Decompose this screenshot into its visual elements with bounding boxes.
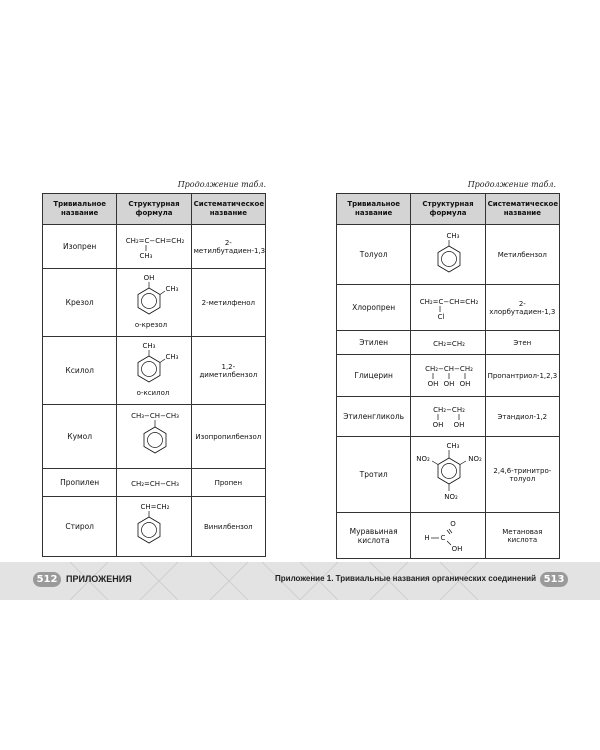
- systematic-name: Этандиол-1,2: [485, 397, 559, 437]
- trivial-name: Толуол: [337, 225, 411, 285]
- table-row: [337, 331, 560, 355]
- trivial-name: Пропилен: [43, 469, 117, 497]
- table-row: [43, 269, 266, 337]
- formula-text: CH=CH₂: [140, 502, 170, 511]
- formic-acid-formula: [413, 518, 485, 554]
- formula-text: C: [440, 533, 446, 542]
- header-systematic: Систематическое название: [191, 194, 265, 225]
- formula-text: NO₂: [444, 492, 459, 501]
- structural-formula-xylene: [117, 337, 191, 405]
- formula-text: CH₃: [139, 251, 153, 260]
- formula-text: H: [424, 533, 430, 542]
- formula-text: CH₂=CH−CH₃: [131, 479, 180, 488]
- structural-formula-glycerol: [411, 355, 485, 397]
- formula-text: CH₃: [165, 284, 179, 293]
- table-continuation-note: Продолжение табл.: [177, 180, 266, 189]
- cresol-formula: [119, 272, 191, 334]
- trivial-name: Хлоропрен: [337, 285, 411, 331]
- formula-text: CH₃: [165, 352, 179, 361]
- running-head: ПРИЛОЖЕНИЯ: [66, 574, 132, 584]
- structural-formula-isoprene: [117, 225, 191, 269]
- table-row: [43, 337, 266, 405]
- formula-text: CH₂−CH−CH₂: [425, 364, 474, 373]
- systematic-name: Этен: [485, 331, 559, 355]
- trivial-name: Этиленгликоль: [337, 397, 411, 437]
- header-formula: Структурная формула: [117, 194, 191, 225]
- glycol-formula: [413, 403, 485, 431]
- structural-formula-formic-acid: [411, 513, 485, 559]
- xylene-formula: [119, 340, 191, 402]
- systematic-name: 1,2-диметилбензол: [191, 337, 265, 405]
- systematic-name: Метановая кислота: [485, 513, 559, 559]
- formula-caption: о-крезол: [135, 320, 168, 329]
- table-header-row: [337, 194, 560, 225]
- formula-text: OH: [453, 420, 465, 429]
- trivial-name: Муравьиная кислота: [337, 513, 411, 559]
- glycerol-formula: [413, 362, 485, 390]
- formula-text: NO₂: [468, 454, 483, 463]
- structural-formula-styrene: [117, 497, 191, 557]
- isoprene-formula: [119, 233, 191, 261]
- systematic-name: 2-метилфенол: [191, 269, 265, 337]
- table-row: [43, 225, 266, 269]
- header-trivial: Тривиальное название: [43, 194, 117, 225]
- structural-formula-glycol: [411, 397, 485, 437]
- table-row: [337, 437, 560, 513]
- systematic-name: Винилбензол: [191, 497, 265, 557]
- page-number: 512: [33, 572, 61, 587]
- formula-text: Cl: [437, 312, 445, 321]
- tnt-formula: [413, 440, 485, 510]
- trivial-name: Глицерин: [337, 355, 411, 397]
- structural-formula-cumene: [117, 405, 191, 469]
- trivial-name: Ксилол: [43, 337, 117, 405]
- trivial-name: Изопрен: [43, 225, 117, 269]
- header-trivial: Тривиальное название: [337, 194, 411, 225]
- formula-text: NO₂: [416, 454, 431, 463]
- systematic-name: Изопропилбензол: [191, 405, 265, 469]
- trivial-name: Этилен: [337, 331, 411, 355]
- table-row: [43, 497, 266, 557]
- structural-formula-tnt: [411, 437, 485, 513]
- trivial-name: Крезол: [43, 269, 117, 337]
- systematic-name: 2-метилбутадиен-1,3: [191, 225, 265, 269]
- formula-text: CH₂=CH₂: [433, 339, 466, 348]
- formula-text: CH₂=C−CH=CH₂: [126, 236, 185, 245]
- formula-text: CH₂−CH₂: [433, 405, 466, 414]
- formula-text: O: [450, 519, 457, 528]
- table-row: [337, 225, 560, 285]
- table-row: [337, 285, 560, 331]
- systematic-name: Пропен: [191, 469, 265, 497]
- systematic-name: Пропантриол-1,2,3: [485, 355, 559, 397]
- right-page: [275, 0, 600, 750]
- formula-text: CH₃: [446, 441, 460, 450]
- page-number: 513: [540, 572, 568, 587]
- formula-text: OH: [432, 420, 444, 429]
- trivial-name: Стирол: [43, 497, 117, 557]
- table-row: [337, 397, 560, 437]
- table-row: [43, 405, 266, 469]
- table-header-row: [43, 194, 266, 225]
- formula-text: CH₂=C−CH=CH₂: [420, 297, 479, 306]
- header-systematic: Систематическое название: [485, 194, 559, 225]
- cumene-formula: [119, 409, 191, 465]
- trivial-name: Тротил: [337, 437, 411, 513]
- trivial-name: Кумол: [43, 405, 117, 469]
- header-formula: Структурная формула: [411, 194, 485, 225]
- systematic-name: Метилбензол: [485, 225, 559, 285]
- chloroprene-formula: [413, 294, 485, 322]
- formula-text: OH: [451, 544, 463, 553]
- formula-text: CH₃: [446, 231, 460, 240]
- formula-text: OH: [443, 379, 455, 388]
- systematic-name: 2,4,6-тринитро-толуол: [485, 437, 559, 513]
- compounds-table-right: [336, 193, 560, 559]
- running-head: Приложение 1. Тривиальные названия органических соединений: [275, 574, 536, 583]
- ethylene-formula: [413, 337, 485, 349]
- structural-formula-propylene: [117, 469, 191, 497]
- formula-text: OH: [459, 379, 471, 388]
- table-continuation-note: Продолжение табл.: [467, 180, 556, 189]
- structural-formula-ethylene: [411, 331, 485, 355]
- compounds-table-left: [42, 193, 266, 557]
- toluene-formula: [413, 230, 485, 280]
- formula-caption: о-ксилол: [136, 388, 170, 397]
- structural-formula-toluene: [411, 225, 485, 285]
- structural-formula-chloroprene: [411, 285, 485, 331]
- structural-formula-cresol: [117, 269, 191, 337]
- table-row: [337, 513, 560, 559]
- formula-text: OH: [427, 379, 439, 388]
- systematic-name: 2-хлорбутадиен-1,3: [485, 285, 559, 331]
- table-row: [43, 469, 266, 497]
- table-row: [337, 355, 560, 397]
- formula-text: CH₃: [142, 341, 156, 350]
- propylene-formula: [119, 477, 191, 489]
- formula-text: OH: [143, 273, 155, 282]
- styrene-formula: [119, 501, 191, 553]
- formula-text: CH₃−CH−CH₃: [131, 411, 180, 420]
